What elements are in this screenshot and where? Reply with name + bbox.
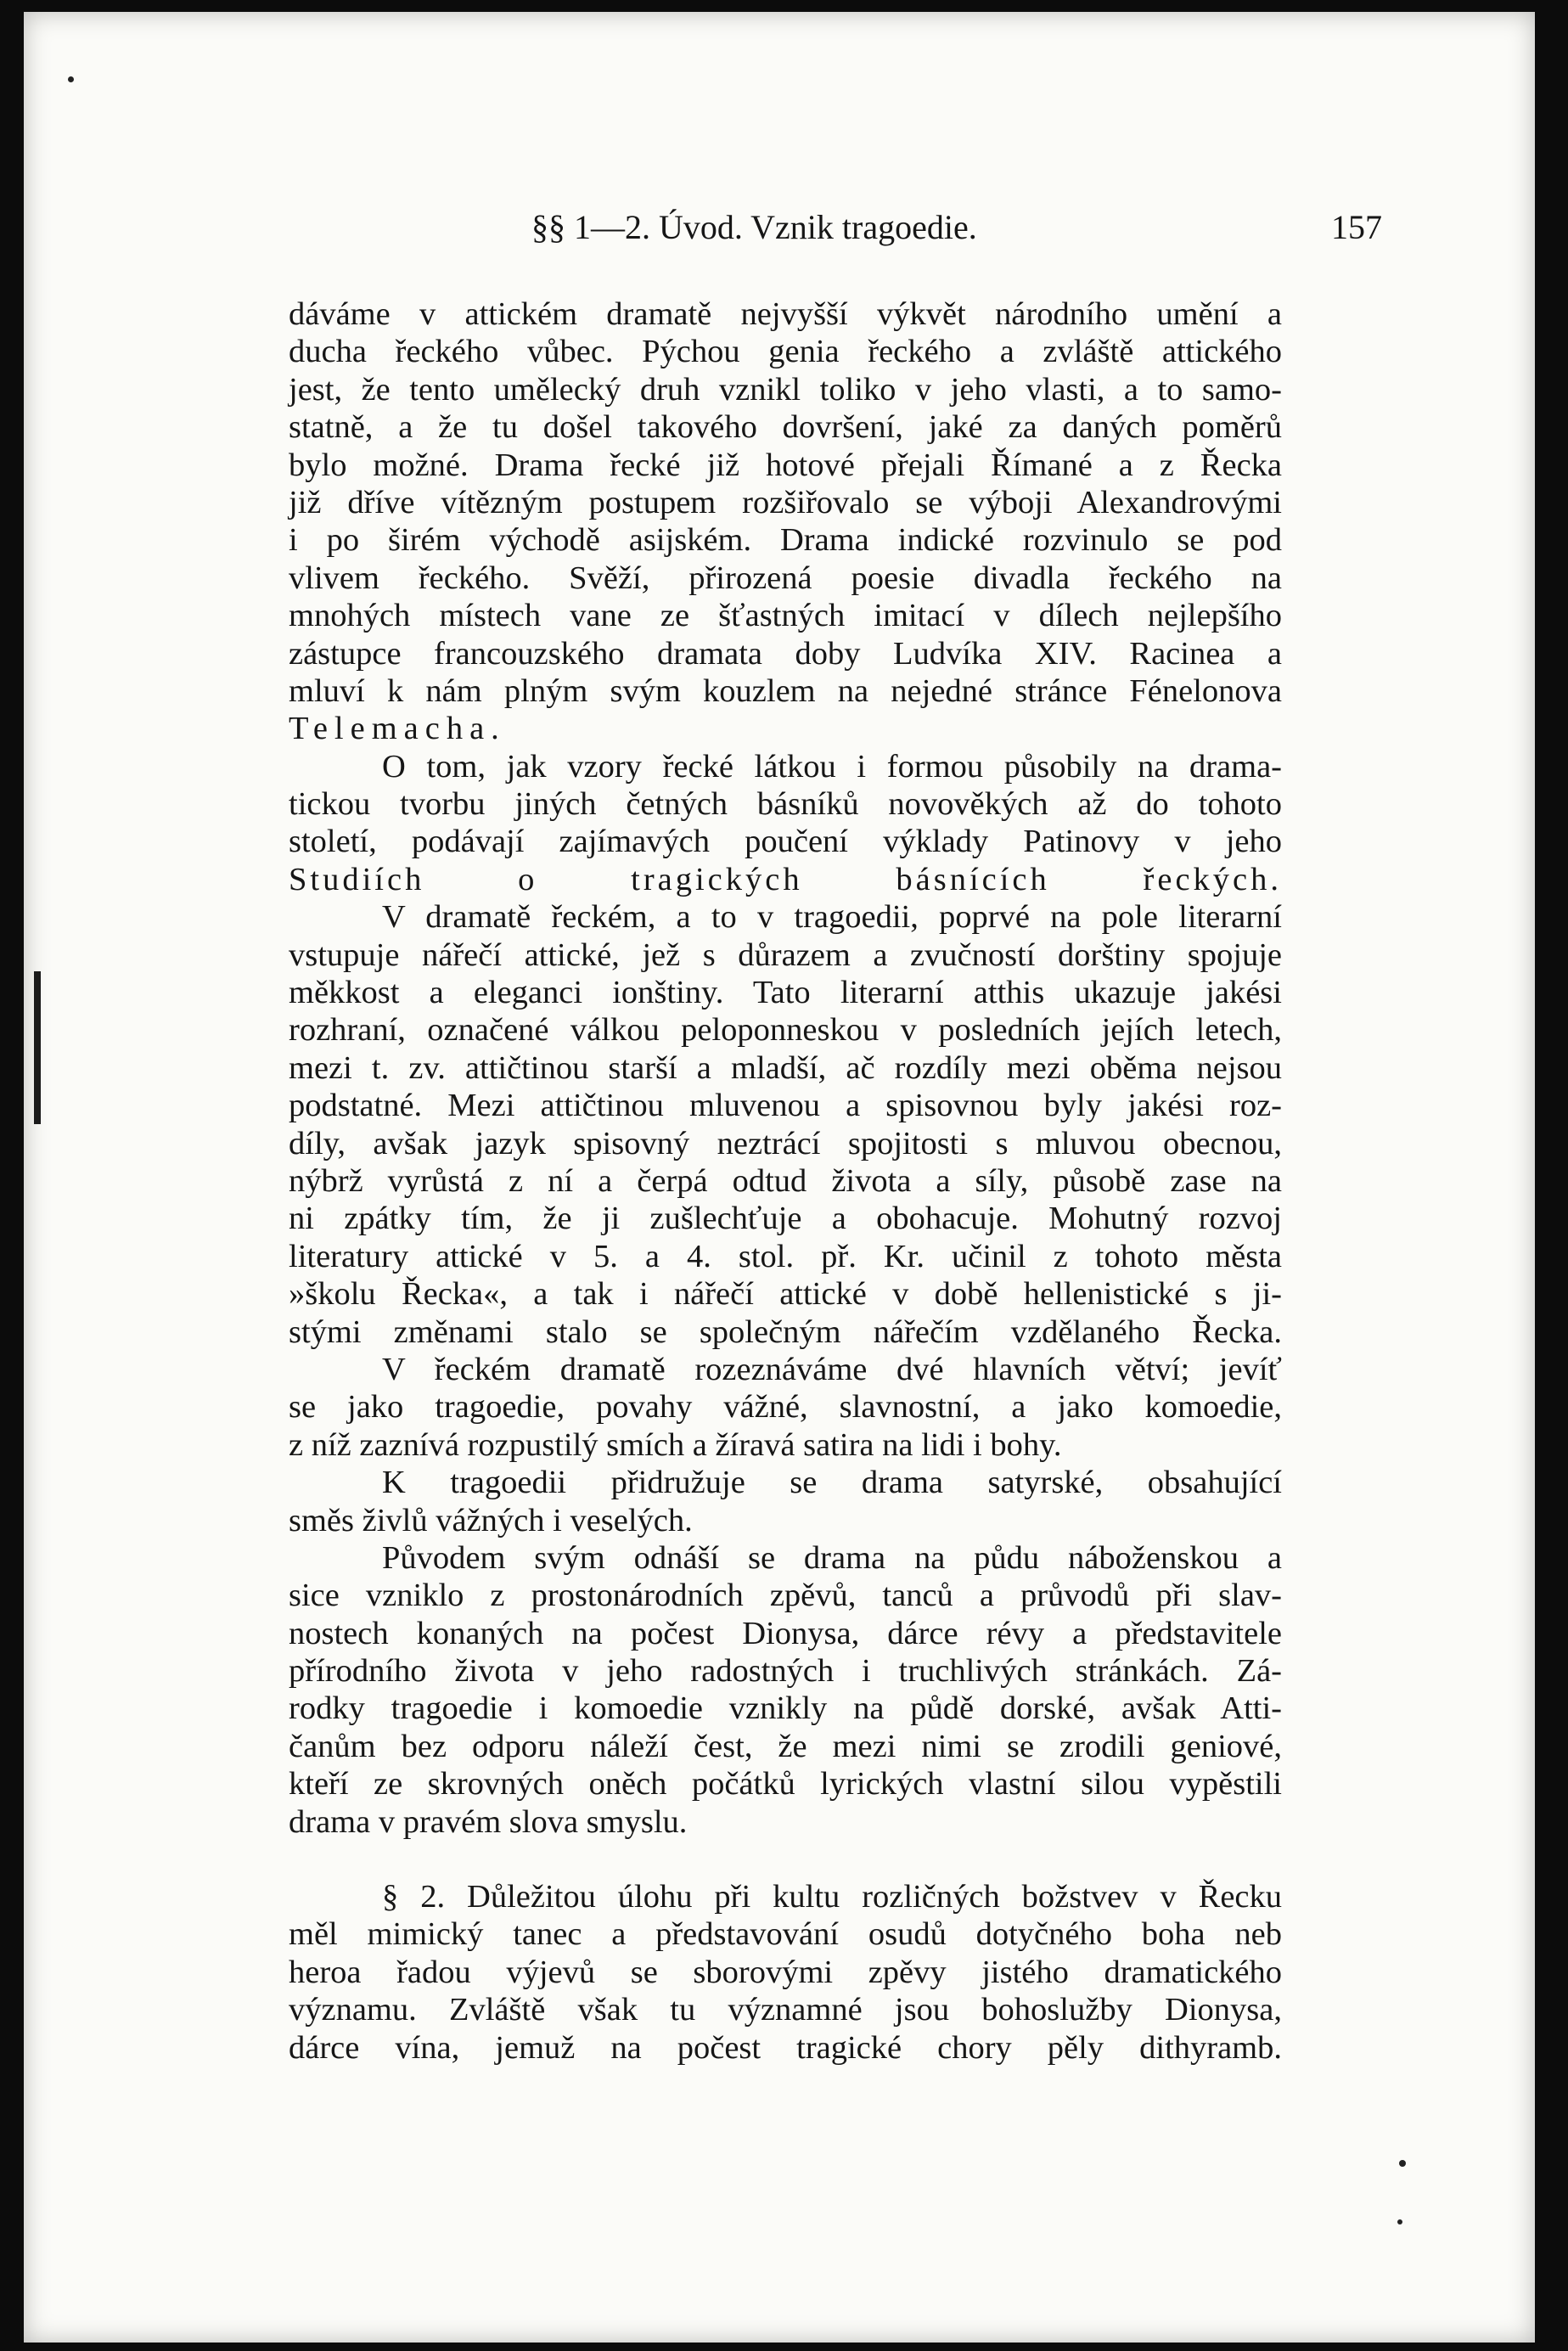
text-line: z níž zaznívá rozpustilý smích a žíravá satira na lidi i bohy. xyxy=(289,1426,1062,1463)
text-line: bylo možné. Drama řecké již hotové přejali Římané a z Řecka xyxy=(289,447,1282,483)
running-header xyxy=(261,207,1382,248)
paper-speck xyxy=(1399,2160,1406,2167)
text-line: nostech konaných na počest Dionysa, dárce révy a představitele xyxy=(289,1615,1282,1651)
text-line: »školu Řecka«, a tak i nářečí attické v době hellenistické s ji- xyxy=(289,1276,1282,1313)
text-line: stými změnami stalo se společným nářečím vzdělaného Řecka. xyxy=(289,1313,1282,1350)
text-line: mnohých místech vane ze šťastných imitací v dílech nejlepšího xyxy=(289,598,1282,634)
paragraph-start: O tom, jak vzory řecké látkou i formou působily na drama- xyxy=(382,748,1282,785)
paper-speck xyxy=(1397,2219,1402,2224)
text-line: vstupuje nářečí attické, jež s důrazem a zvučností dorštiny spojuje xyxy=(289,936,1282,973)
text-line: kteří ze skrovných oněch počátků lyrických vlastní silou vypěstili xyxy=(289,1766,1282,1803)
text-line: Studiích o tragických básnících řeckých. xyxy=(289,861,1282,897)
text-line: díly, avšak jazyk spisovný neztrácí spojitosti s mluvou obecnou, xyxy=(289,1125,1282,1161)
text-line: čanům bez odporu náleží čest, že mezi nimi se zrodili geniové, xyxy=(289,1728,1282,1764)
text-line: dáváme v attickém dramatě nejvyšší výkvět národního umění a xyxy=(289,296,1282,332)
text-line: měl mimický tanec a představování osudů dotyčného boha neb xyxy=(289,1916,1282,1953)
paragraph-start: Původem svým odnáší se drama na půdu náboženskou a xyxy=(382,1539,1282,1576)
paragraph-start: K tragoedii přidružuje se drama satyrské, obsahující xyxy=(382,1465,1282,1501)
text-line: i po širém východě asijském. Drama indické rozvinulo se pod xyxy=(289,522,1282,559)
text-line: rodky tragoedie i komoedie vznikly na půdě dorské, avšak Atti- xyxy=(289,1690,1282,1727)
paragraph-start: V dramatě řeckém, a to v tragoedii, poprvé na pole literarní xyxy=(382,899,1282,936)
text-line: statně, a že tu došel takového dovršení, jaké za daných poměrů xyxy=(289,409,1282,446)
text-line: Telemacha. xyxy=(289,711,506,747)
text-line: literatury attické v 5. a 4. stol. př. Kr. učinil z tohoto města xyxy=(289,1238,1282,1274)
text-line: přírodního života v jeho radostných i truchlivých stránkách. Zá- xyxy=(289,1653,1282,1690)
section-gap xyxy=(289,1841,1282,1878)
text-line: nýbrž vyrůstá z ní a čerpá odtud života a síly, působě zase na xyxy=(289,1162,1282,1199)
text-line: heroa řadou výjevů se sborovými zpěvy jistého dramatického xyxy=(289,1954,1282,1990)
text-line: měkkost a eleganci ionštiny. Tato literarní atthis ukazuje jakési xyxy=(289,975,1282,1011)
paper-speck xyxy=(68,76,74,82)
body-text xyxy=(289,295,1282,2067)
text-line: mezi t. zv. attičtinou starší a mladší, ač rozdíly mezi oběma nejsou xyxy=(289,1049,1282,1086)
text-line: již dříve vítězným postupem rozšiřovalo se výboji Alexandrovými xyxy=(289,484,1282,520)
book-page xyxy=(24,12,1535,2343)
text-line: se jako tragoedie, povahy vážné, slavnostní, a jako komoedie, xyxy=(289,1389,1282,1426)
text-line: století, podávají zajímavých poučení výklady Patinovy v jeho xyxy=(289,824,1282,860)
text-line: dárce vína, jemuž na počest tragické chory pěly dithyramb. xyxy=(289,2029,1282,2066)
text-line: mluví k nám plným svým kouzlem na nejedné stránce Fénelonova xyxy=(289,672,1282,709)
binding-shadow xyxy=(34,971,41,1124)
text-line: vlivem řeckého. Svěží, přirozená poesie divadla řeckého na xyxy=(289,560,1282,596)
page-number: 157 xyxy=(1331,208,1382,246)
running-title: §§ 1—2. Úvod. Vznik tragoedie. xyxy=(531,208,977,246)
text-line: ni zpátky tím, že ji zušlechťuje a obohacuje. Mohutný rozvoj xyxy=(289,1201,1282,1237)
text-line: drama v pravém slova smyslu. xyxy=(289,1803,688,1840)
paragraph-start: V řeckém dramatě rozeznáváme dvé hlavních větví; jevíť xyxy=(382,1351,1282,1387)
text-line: sice vzniklo z prostonárodních zpěvů, tanců a průvodů při slav- xyxy=(289,1578,1282,1614)
section-start: § 2. Důležitou úlohu při kultu rozličných božstvev v Řecku xyxy=(382,1879,1282,1915)
text-line: rozhraní, označené válkou peloponneskou v posledních jejích letech, xyxy=(289,1012,1282,1049)
text-line: zástupce francouzského dramata doby Ludvíka XIV. Racinea a xyxy=(289,635,1282,672)
text-line: podstatné. Mezi attičtinou mluvenou a spisovnou byly jakési roz- xyxy=(289,1088,1282,1124)
text-line: ducha řeckého vůbec. Pýchou genia řeckého a zvláště attického xyxy=(289,334,1282,370)
text-line: významu. Zvláště však tu významné jsou bohoslužby Dionysa, xyxy=(289,1992,1282,2028)
text-line: směs živlů vážných i veselých. xyxy=(289,1502,693,1538)
text-line: jest, že tento umělecký druh vznikl toliko v jeho vlasti, a to samo- xyxy=(289,371,1282,408)
text-line: tickou tvorbu jiných četných básníků novověkých až do tohoto xyxy=(289,786,1282,823)
